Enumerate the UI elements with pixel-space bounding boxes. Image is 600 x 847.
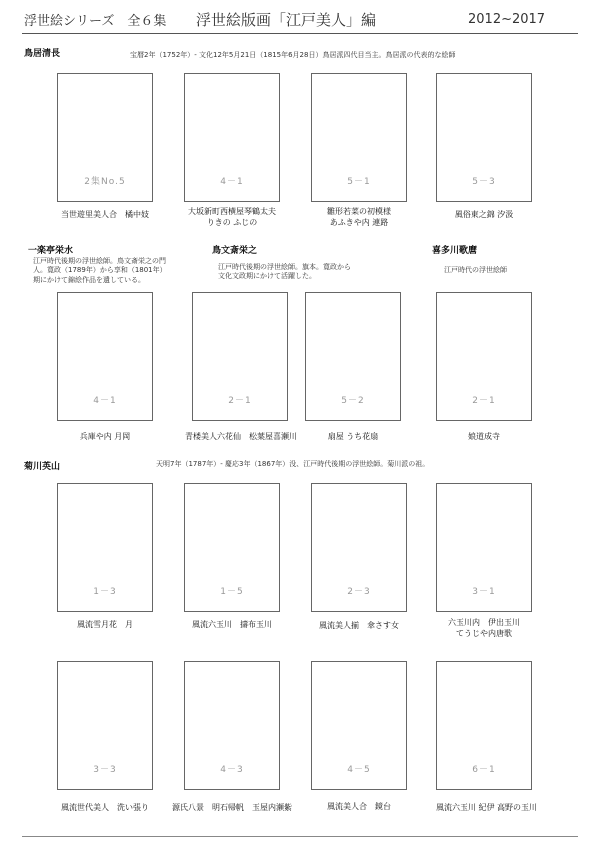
print-caption-line: 風流六玉川 紀伊 高野の玉川 <box>435 803 538 812</box>
print-caption <box>167 207 297 229</box>
print-code: 5－3 <box>472 177 496 187</box>
print-card[interactable] <box>436 292 532 421</box>
print-card[interactable] <box>436 661 532 790</box>
artist-description-line: 天明7年（1787年）- 慶応3年（1867年）没、江戸時代後期の浮世絵師。菊川派の祖。 <box>156 460 430 468</box>
print-caption <box>419 210 549 221</box>
artist-description-line: 文化文政期にかけて活躍した。 <box>218 272 316 281</box>
print-card[interactable] <box>436 73 532 202</box>
years-label: 2012~2017 <box>468 12 546 27</box>
artist-name: 菊川英山 <box>24 462 61 472</box>
print-code: 2－1 <box>228 396 252 406</box>
artist-name: 一楽亭栄水 <box>28 246 74 256</box>
artist-description-line: 期にかけて錦絵作品を遺している。 <box>33 275 145 284</box>
print-caption-line: てうじや内唐歌 <box>456 628 512 638</box>
artist-description-line: 江戸時代後期の浮世絵師。旗本。寛政から <box>218 263 351 271</box>
print-caption-line: 風流世代美人 洗い張り <box>61 803 149 812</box>
artist-description <box>444 266 507 275</box>
print-caption <box>40 620 170 631</box>
artist-description <box>33 257 167 285</box>
print-card[interactable] <box>184 661 280 790</box>
artist-description-line: 宝暦2年（1752年）- 文化12年5月21日（1815年6月28日）鳥居派四代目当主。鳥居派の代表的な絵師 <box>130 51 456 59</box>
print-card[interactable] <box>184 73 280 202</box>
print-caption-line: 青楼美人六花仙 松葉屋喜瀬川 <box>185 432 297 441</box>
print-code: 6－1 <box>472 765 496 775</box>
print-card[interactable] <box>311 661 407 790</box>
artist-description-line: 江戸時代の浮世絵師 <box>444 266 507 274</box>
artist-name: 喜多川歌麿 <box>432 246 478 256</box>
print-card[interactable] <box>436 483 532 612</box>
print-caption <box>40 210 170 221</box>
print-caption-line: 大坂新町西横屋琴鶴太夫 <box>188 207 276 216</box>
print-code: 5－1 <box>347 177 371 187</box>
print-code: 4－1 <box>93 396 117 406</box>
artist-description-line: 江戸時代後期の浮世絵師。鳥文斎栄之の門 <box>33 257 166 265</box>
print-code: 1－3 <box>93 587 117 597</box>
print-card[interactable] <box>184 483 280 612</box>
artist-name: 鳥文斎栄之 <box>212 246 258 256</box>
print-card[interactable] <box>305 292 401 421</box>
print-caption <box>419 618 549 640</box>
print-caption-line: 当世遊里美人合 橘中妓 <box>61 210 149 219</box>
print-code: 4－1 <box>220 177 244 187</box>
artist-description <box>218 263 351 282</box>
print-card[interactable] <box>57 73 153 202</box>
print-caption <box>294 621 424 632</box>
print-caption-line: 兵庫や内 月岡 <box>79 432 131 441</box>
print-card[interactable] <box>192 292 288 421</box>
print-caption <box>162 803 302 814</box>
print-code: 2集No.5 <box>84 177 126 187</box>
page-title: 浮世絵版画「江戸美人」編 <box>196 11 377 29</box>
print-caption-line: りきの ふじの <box>206 217 258 227</box>
series-label: 浮世絵シリーズ 全６集 <box>24 14 167 29</box>
print-caption-line: 雛形若菜の初模様 <box>327 207 391 216</box>
artist-name: 鳥居清長 <box>24 49 61 59</box>
artist-description-line: 人。寛政（1789年）から享和（1801年） <box>33 266 167 275</box>
print-caption-line: 六玉川内 伊出玉川 <box>448 618 520 627</box>
print-code: 3－1 <box>472 587 496 597</box>
header-rule <box>22 33 578 34</box>
print-caption <box>419 803 554 814</box>
print-caption-line: 風流美人合 鏡台 <box>327 802 391 811</box>
print-caption-line: 風俗東之錦 汐汲 <box>454 210 514 219</box>
print-code: 2－1 <box>472 396 496 406</box>
print-caption <box>288 432 418 443</box>
print-code: 4－3 <box>220 765 244 775</box>
artist-description <box>130 51 455 60</box>
print-caption-line: 風流雪月花 月 <box>77 620 133 629</box>
print-caption-line: 風流美人揃 傘さす女 <box>319 621 399 630</box>
footer-rule <box>22 836 578 837</box>
print-caption-line: 娘道成寺 <box>468 432 500 441</box>
print-code: 4－5 <box>347 765 371 775</box>
print-caption-line: あふきや内 連路 <box>329 217 389 227</box>
print-card[interactable] <box>57 661 153 790</box>
print-code: 3－3 <box>93 765 117 775</box>
print-card[interactable] <box>311 483 407 612</box>
print-card[interactable] <box>57 483 153 612</box>
print-code: 5－2 <box>341 396 365 406</box>
print-caption-line: 扇屋 うち花扇 <box>327 432 379 441</box>
print-caption <box>40 803 170 814</box>
print-caption <box>419 432 549 443</box>
print-code: 2－3 <box>347 587 371 597</box>
print-caption <box>40 432 170 443</box>
print-caption-line: 源氏八景 明石帰帆 玉屋内瀬紫 <box>172 803 292 812</box>
print-code: 1－5 <box>220 587 244 597</box>
print-caption <box>167 620 297 631</box>
print-card[interactable] <box>57 292 153 421</box>
print-caption <box>294 802 424 813</box>
print-caption <box>294 207 424 229</box>
print-card[interactable] <box>311 73 407 202</box>
artist-description <box>156 460 429 469</box>
print-caption-line: 風流六玉川 擣布玉川 <box>192 620 272 629</box>
